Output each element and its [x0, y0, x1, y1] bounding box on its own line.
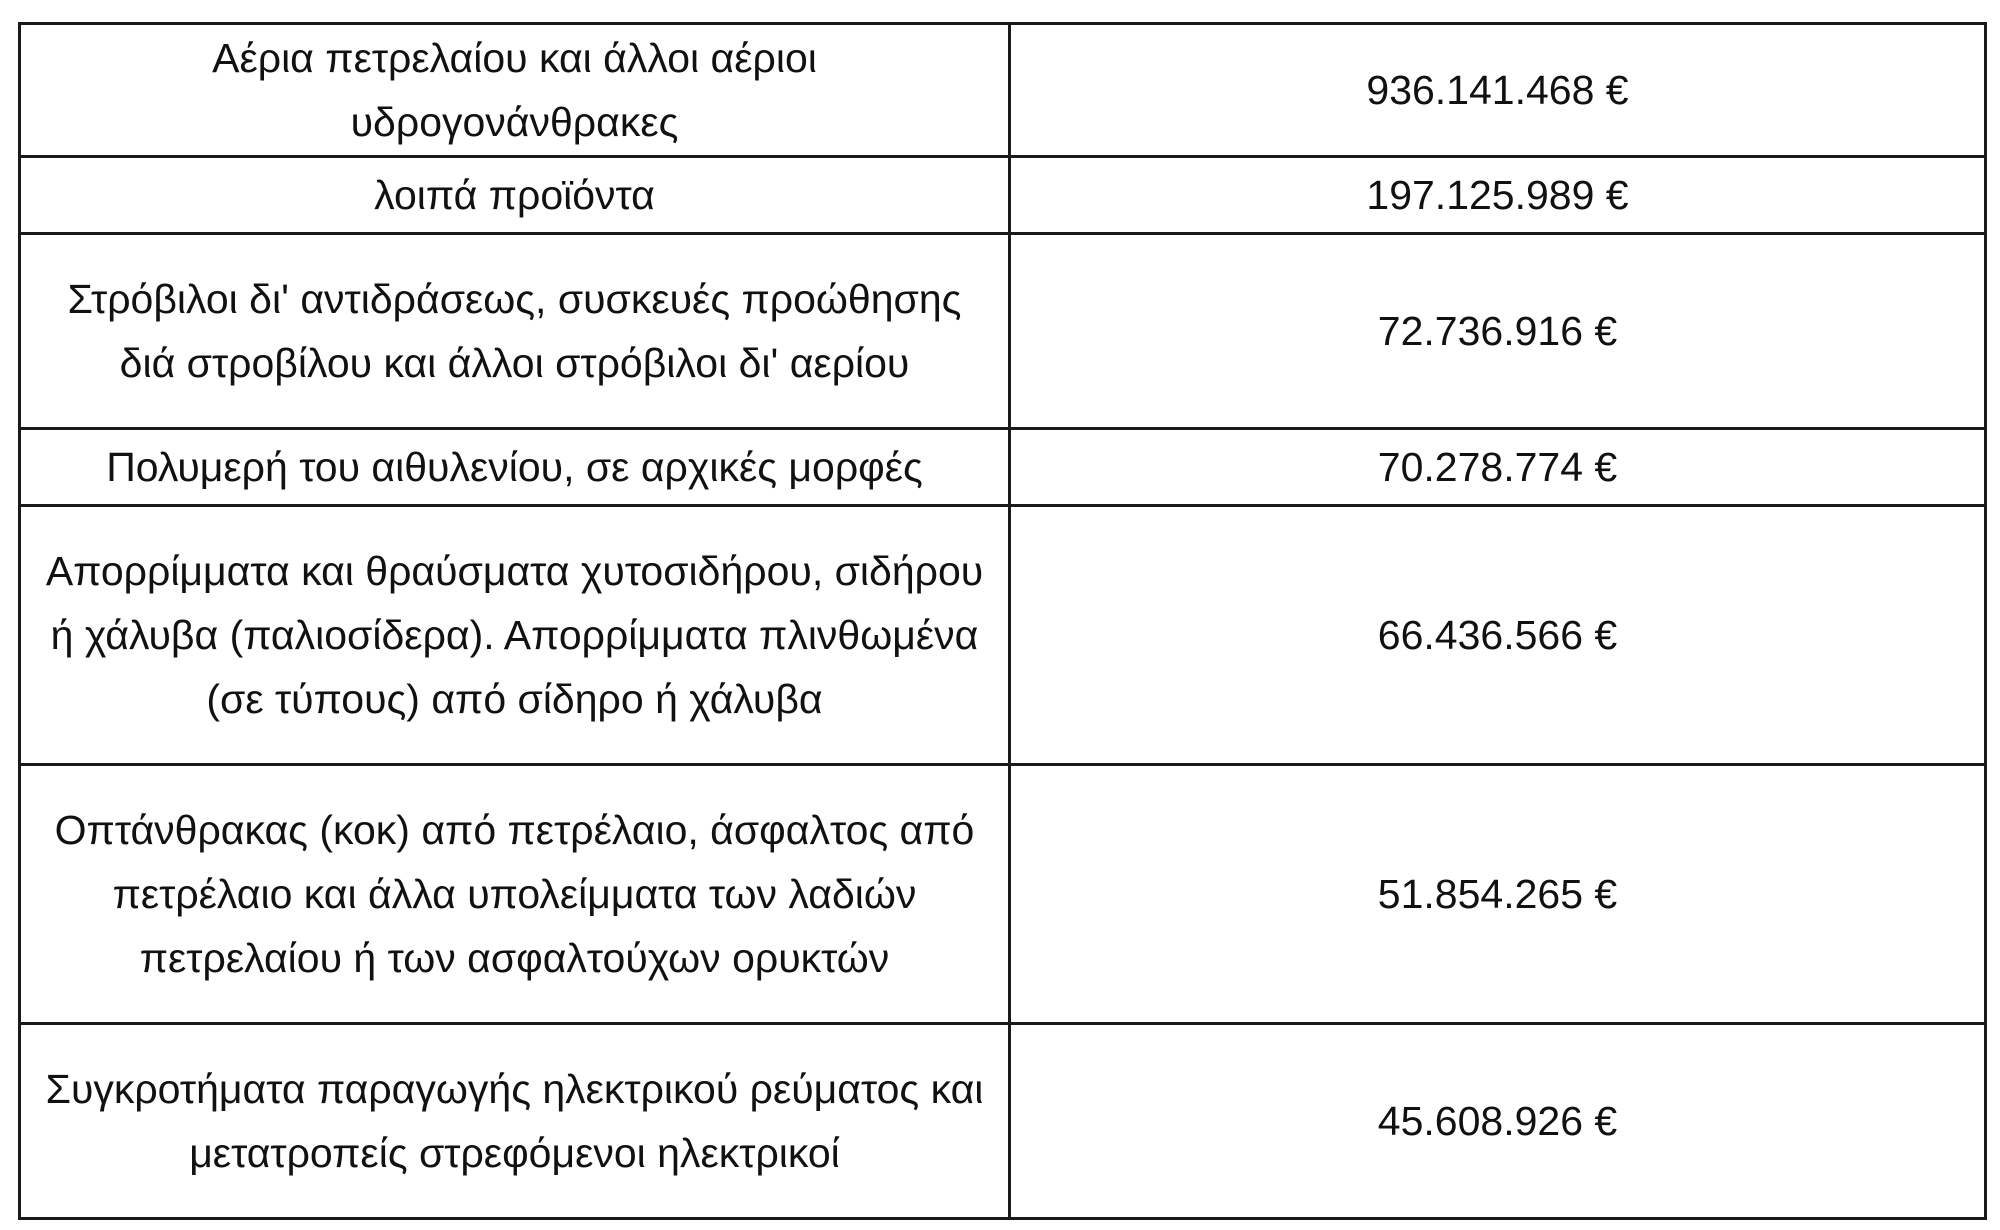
export-value-cell: 197.125.989 € — [1010, 157, 1986, 234]
product-name-cell: Πολυμερή του αιθυλενίου, σε αρχικές μορφές — [20, 429, 1010, 506]
export-value-cell: 72.736.916 € — [1010, 234, 1986, 429]
export-products-table — [18, 22, 1987, 1220]
export-value-cell: 936.141.468 € — [1010, 24, 1986, 157]
product-name-cell: Απορρίμματα και θραύσματα χυτοσιδήρου, σιδήρου ή χάλυβα (παλιοσίδερα). Απορρίμματα πλινθωμένα (σε τύπους) από σίδηρο ή χάλυβα — [20, 506, 1010, 765]
table-row — [20, 24, 1986, 157]
export-value-cell: 45.608.926 € — [1010, 1024, 1986, 1219]
table-row — [20, 234, 1986, 429]
table-row — [20, 157, 1986, 234]
product-name-cell: Οπτάνθρακας (κοκ) από πετρέλαιο, άσφαλτος από πετρέλαιο και άλλα υπολείμματα των λαδιών πετρελαίου ή των ασφαλτούχων ορυκτών — [20, 765, 1010, 1024]
table-row — [20, 765, 1986, 1024]
export-products-table-container — [18, 22, 1984, 1220]
product-name-cell: Συγκροτήματα παραγωγής ηλεκτρικού ρεύματος και μετατροπείς στρεφόμενοι ηλεκτρικοί — [20, 1024, 1010, 1219]
table-row — [20, 506, 1986, 765]
product-name-cell: Αέρια πετρελαίου και άλλοι αέριοι υδρογονάνθρακες — [20, 24, 1010, 157]
export-value-cell: 51.854.265 € — [1010, 765, 1986, 1024]
product-name-cell: λοιπά προϊόντα — [20, 157, 1010, 234]
table-row — [20, 429, 1986, 506]
product-name-cell: Στρόβιλοι δι' αντιδράσεως, συσκευές προώθησης διά στροβίλου και άλλοι στρόβιλοι δι' αερίου — [20, 234, 1010, 429]
table-row — [20, 1024, 1986, 1219]
export-value-cell: 66.436.566 € — [1010, 506, 1986, 765]
export-value-cell: 70.278.774 € — [1010, 429, 1986, 506]
